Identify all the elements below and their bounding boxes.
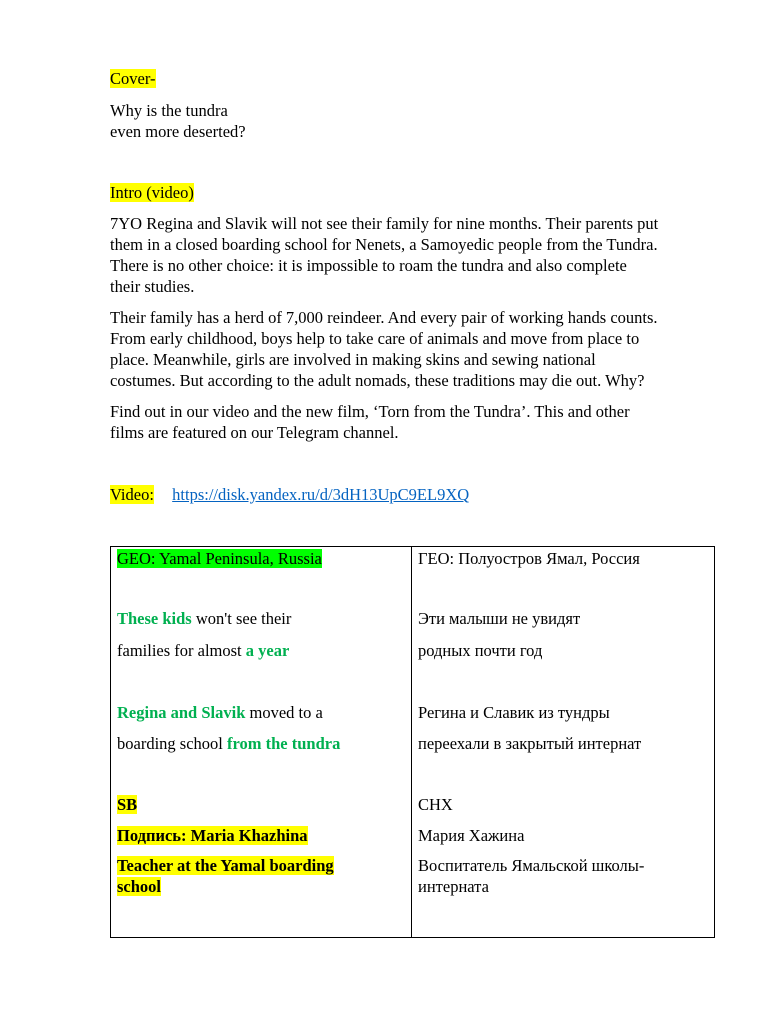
intro-paragraph-2 — [110, 307, 720, 391]
intro-p2-line: place. Meanwhile, girls are involved in making skins and sewing national — [110, 350, 596, 369]
en-line-4 — [117, 733, 340, 754]
intro-label — [110, 182, 194, 203]
en-line-2-green: a year — [245, 641, 290, 660]
intro-paragraph-1 — [110, 213, 720, 297]
ru-role-line-1: Воспитатель Ямальской школы- — [418, 856, 645, 875]
en-line-1 — [117, 608, 291, 629]
cover-title-line-1: Why is the tundra — [110, 101, 228, 120]
intro-p2-line: Their family has a herd of 7,000 reindeer. And every pair of working hands counts. — [110, 308, 658, 327]
intro-p3-line: Find out in our video and the new film, ‘Torn from the Tundra’. This and other — [110, 402, 630, 421]
ru-name: Мария Хажина — [418, 826, 525, 845]
ru-line-2: родных почти год — [418, 641, 543, 660]
video-label: Video: — [110, 485, 154, 504]
cover-title — [110, 100, 246, 142]
en-line-3-green: Regina and Slavik — [117, 703, 246, 722]
en-line-4-text: boarding school — [117, 734, 227, 753]
intro-p1-line: There is no other choice: it is impossible to roam the tundra and also complete — [110, 256, 627, 275]
cover-label — [110, 68, 156, 89]
cover-title-line-2: even more deserted? — [110, 122, 246, 141]
en-geo — [117, 548, 322, 569]
en-line-2 — [117, 640, 289, 661]
en-role — [117, 855, 367, 897]
intro-p1-line: 7YO Regina and Slavik will not see their family for nine months. Their parents put — [110, 214, 659, 233]
video-link[interactable]: https://disk.yandex.ru/d/3dH13UpC9EL9XQ — [172, 485, 470, 504]
ru-line-1: Эти малыши не увидят — [418, 609, 581, 628]
en-sb-text: SB — [117, 795, 138, 814]
en-role-text: Teacher at the Yamal boarding school — [117, 856, 334, 896]
intro-p2-line: costumes. But according to the adult nomads, these traditions may die out. Why? — [110, 371, 645, 390]
en-caption — [117, 825, 308, 846]
russian-column — [412, 547, 715, 938]
intro-p3-line: films are featured on our Telegram channel. — [110, 423, 399, 442]
en-geo-text: GEO: Yamal Peninsula, Russia — [117, 549, 322, 568]
intro-p1-line: them in a closed boarding school for Nenets, a Samoyedic people from the Tundra. — [110, 235, 658, 254]
video-row — [110, 484, 469, 505]
ru-line-4: переехали в закрытый интернат — [418, 734, 642, 753]
ru-sb: СНХ — [418, 795, 453, 814]
intro-paragraph-3 — [110, 401, 720, 443]
ru-geo: ГЕО: Полуостров Ямал, Россия — [418, 549, 640, 568]
cover-label-text: Cover- — [110, 69, 156, 88]
en-line-4-green: from the tundra — [226, 734, 341, 753]
en-line-2-text: families for almost — [117, 641, 246, 660]
script-table — [110, 546, 715, 938]
en-line-1-green: These kids — [117, 609, 192, 628]
en-line-3 — [117, 702, 323, 723]
intro-p2-line: From early childhood, boys help to take care of animals and move from place to — [110, 329, 640, 348]
en-line-3-rest: moved to a — [245, 703, 323, 722]
en-sb — [117, 794, 137, 815]
ru-role-line-2: интерната — [418, 877, 489, 896]
ru-line-3: Регина и Славик из тундры — [418, 703, 610, 722]
english-column — [111, 547, 412, 938]
intro-p1-line: their studies. — [110, 277, 195, 296]
en-caption-text: Подпись: Maria Khazhina — [117, 826, 308, 845]
intro-label-text: Intro (video) — [110, 183, 194, 202]
en-line-1-rest: won't see their — [191, 609, 292, 628]
